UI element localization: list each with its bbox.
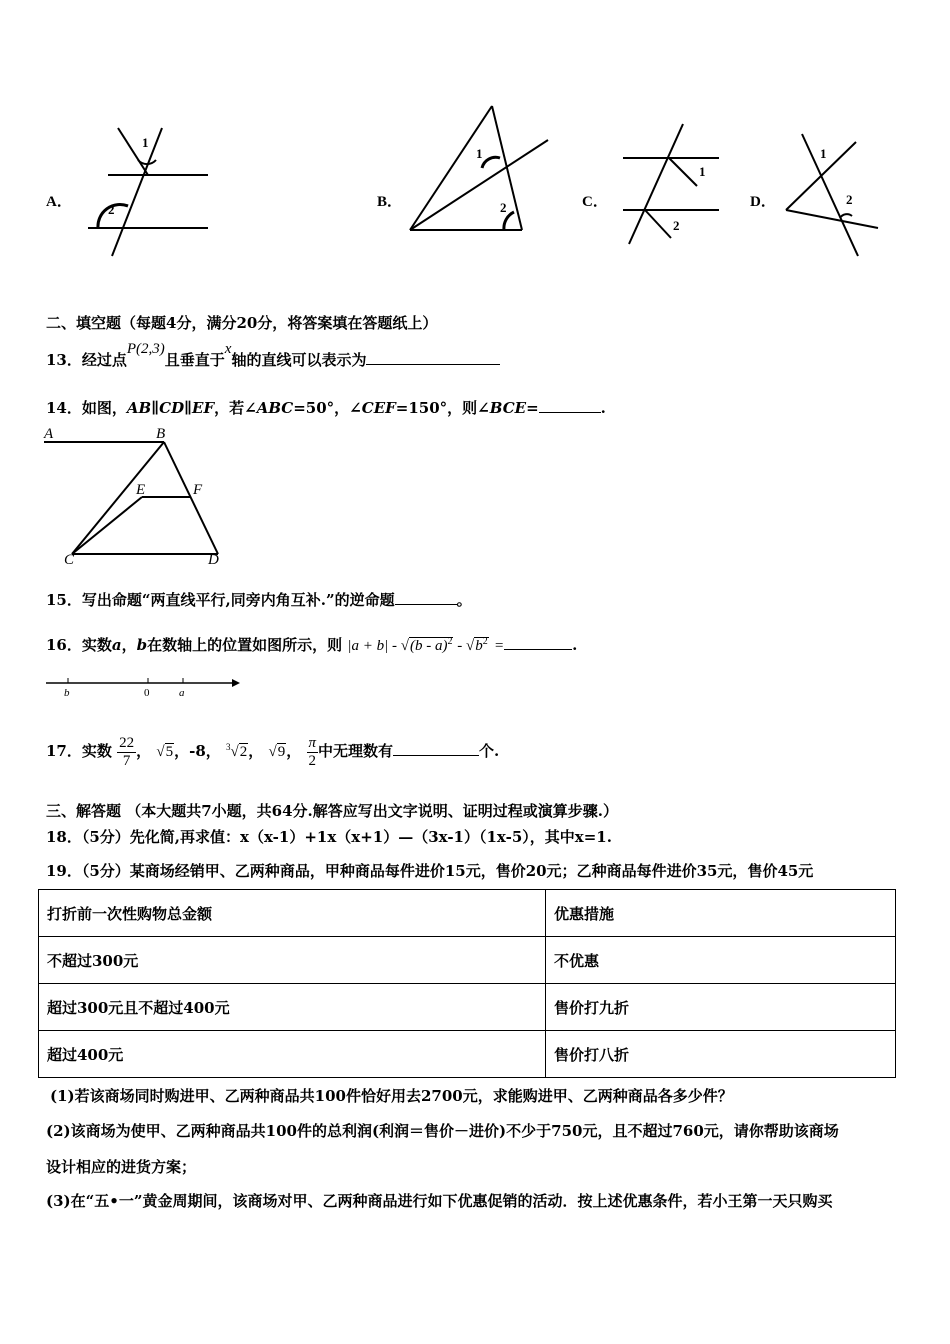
q17-neg8: -8 <box>189 742 206 760</box>
q14-end: . <box>600 399 606 417</box>
q14-text-b: ，若∠ <box>214 399 257 417</box>
q16-sq-1: 2 <box>447 636 453 647</box>
label-d: D <box>208 552 219 567</box>
q16-var-a: a <box>111 636 122 654</box>
option-c-label: C． <box>582 194 608 210</box>
q17-pi-den: 2 <box>308 752 316 769</box>
question-14 <box>46 397 606 418</box>
angle-arc-1 <box>482 157 500 168</box>
sub-question-2-line-2: 设计相应的进货方案； <box>46 1158 197 1176</box>
q16-sqrt2-content: b <box>475 638 483 654</box>
q17-sep-3: ， <box>205 742 221 760</box>
q14-angle-abc: ABC <box>256 399 294 417</box>
q17-mid: 中无理数有 <box>318 742 394 760</box>
angle-label-2: 2 <box>846 192 853 207</box>
q13-answer-blank[interactable] <box>366 350 500 365</box>
table-row <box>39 937 896 984</box>
label-e: E <box>136 482 146 498</box>
q16-end: . <box>572 636 578 654</box>
q17-sqrt9: √9 <box>268 744 286 760</box>
question-19: 19．（5分）某商场经销甲、乙两种商品，甲种商品每件进价15元，售价20元；乙种商品每件进价35元，售价45元 <box>46 862 814 880</box>
tick-label-a: a <box>179 687 185 699</box>
option-a-label: A． <box>46 194 72 210</box>
q14-text-a: 14．如图， <box>46 399 127 417</box>
q13-middle: 且垂直于 <box>164 351 225 369</box>
discount-table <box>38 889 896 1078</box>
q17-pi: π <box>308 734 317 751</box>
table-cell: 超过400元 <box>39 1031 546 1078</box>
q16-answer-blank[interactable] <box>504 635 572 650</box>
q17-frac-num: 22 <box>119 734 135 751</box>
q14-val2: =150°，则∠ <box>395 399 490 417</box>
q15-text: 15．写出命题“两直线平行,同旁内角互补.”的逆命题 <box>46 591 395 609</box>
q16-sq-2: 2 <box>482 636 488 647</box>
triangle-left-side <box>410 106 492 230</box>
q13-point: P(2,3) <box>126 341 165 357</box>
table-row <box>39 984 896 1031</box>
option-b-label: B． <box>377 194 403 210</box>
angle-label-1: 1 <box>142 135 149 150</box>
q17-answer-blank[interactable] <box>393 741 479 756</box>
option-d-label: D． <box>750 194 776 210</box>
q17-cbrt-index: 3 <box>226 742 231 752</box>
question-16 <box>46 634 577 655</box>
table-row <box>39 890 896 937</box>
label-b: B <box>156 426 166 442</box>
q14-angle-bce: BCE <box>489 399 527 417</box>
ray-1 <box>669 158 697 186</box>
table-cell: 不优惠 <box>546 937 896 984</box>
q16-minus-2: - <box>453 638 466 654</box>
q17-sep-1: ， <box>136 742 152 760</box>
tick-label-0: 0 <box>144 687 150 699</box>
q16-mid: 在数轴上的位置如图所示，则 <box>147 636 343 654</box>
triangle-right-side <box>492 106 522 230</box>
q17-end: 个. <box>479 742 500 760</box>
q17-sqrt5-content: 5 <box>165 744 174 760</box>
q17-sep-5: ， <box>286 742 302 760</box>
q16-var-b: b <box>136 636 148 654</box>
section-2-heading: 二、填空题（每题4分，满分20分，将答案填在答题纸上） <box>46 314 438 332</box>
q14-text-c: = <box>526 399 539 417</box>
q16-number-line <box>44 674 244 700</box>
table-cell: 优惠措施 <box>546 890 896 937</box>
q16-sqrt1-content: (b - a) <box>409 638 448 654</box>
q15-end: 。 <box>456 591 472 609</box>
table-cell: 不超过300元 <box>39 937 546 984</box>
q17-sqrt5: √5 <box>156 744 174 760</box>
q17-sep-4: ， <box>248 742 264 760</box>
q16-abs-expr: |a + b| <box>347 638 389 654</box>
q14-parallel: AB∥CD∥EF <box>126 399 215 417</box>
q16-eq: = <box>493 638 505 654</box>
label-f: F <box>193 482 203 498</box>
tick-label-b: b <box>64 687 70 699</box>
ray-2 <box>645 210 671 238</box>
label-c: C <box>64 552 75 567</box>
q17-fraction <box>117 735 136 770</box>
table-cell: 售价打九折 <box>546 984 896 1031</box>
sub-question-3: (3)在“五•一”黄金周期间，该商场对甲、乙两种商品进行如下优惠促销的活动．按上述优惠条件，若小王第一天只购买 <box>46 1192 833 1210</box>
q17-cbrt2-content: 2 <box>239 744 248 760</box>
angle-arc-2 <box>840 214 852 218</box>
option-b-figure <box>400 100 560 240</box>
line-3 <box>786 210 878 228</box>
line-ce <box>72 497 142 554</box>
option-c-figure <box>615 120 725 250</box>
q13-axis: x <box>224 341 232 357</box>
q17-sep-2: ， <box>174 742 190 760</box>
q17-prefix: 17．实数 <box>46 742 112 760</box>
label-a: A <box>44 426 54 442</box>
angle-label-2: 2 <box>673 218 680 233</box>
transversal-right <box>112 128 162 256</box>
question-18: 18．（5分）先化简,再求值：x（x-1）+1x（x+1）—（3x-1）（1x-5），其中x=1. <box>46 828 612 846</box>
option-d-figure <box>780 130 890 260</box>
q16-comma: ， <box>121 636 137 654</box>
option-a-figure <box>80 120 210 260</box>
number-line-arrow <box>232 679 240 687</box>
q14-val1: =50°，∠ <box>293 399 362 417</box>
q14-figure <box>40 422 240 567</box>
section-3-heading: 三、解答题 （本大题共7小题，共64分.解答应写出文字说明、证明过程或演算步骤.） <box>46 802 618 820</box>
q15-answer-blank[interactable] <box>395 590 457 605</box>
q16-prefix: 16．实数 <box>46 636 112 654</box>
q14-angle-cef: CEF <box>361 399 396 417</box>
table-cell: 售价打八折 <box>546 1031 896 1078</box>
sub-question-1: (1)若该商场同时购进甲、乙两种商品共100件恰好用去2700元，求能购进甲、乙两种商品各多少件？ <box>50 1087 733 1105</box>
q17-sqrt9-content: 9 <box>277 744 286 760</box>
angle-label-1: 1 <box>699 164 706 179</box>
question-17 <box>46 720 499 779</box>
angle-arc-1 <box>138 160 156 164</box>
table-cell: 打折前一次性购物总金额 <box>39 890 546 937</box>
q16-minus-1: - <box>388 638 401 654</box>
q13-prefix: 13．经过点 <box>46 351 127 369</box>
angle-label-2: 2 <box>108 202 115 217</box>
q16-sqrt-1: √(b - a)$^2$ <box>400 636 453 654</box>
angle-label-1: 1 <box>476 146 483 161</box>
q13-suffix: 轴的直线可以表示为 <box>231 351 367 369</box>
q17-cbrt2: $^3$√2 <box>226 742 248 760</box>
q17-pi-fraction <box>307 735 319 770</box>
table-row <box>39 1031 896 1078</box>
q14-answer-blank[interactable] <box>539 398 601 413</box>
q16-sqrt-2: $√b^2$ <box>465 636 488 654</box>
table-cell: 超过300元且不超过400元 <box>39 984 546 1031</box>
angle-label-2: 2 <box>500 200 507 215</box>
q17-frac-den: 7 <box>122 752 131 769</box>
sub-question-2-line-1: (2)该商场为使甲、乙两种商品共100件的总利润(利润＝售价－进价)不少于750元，且不超过760元，请你帮助该商场 <box>46 1122 839 1140</box>
question-13 <box>46 341 500 370</box>
angle-label-1: 1 <box>820 146 827 161</box>
question-15 <box>46 589 472 610</box>
